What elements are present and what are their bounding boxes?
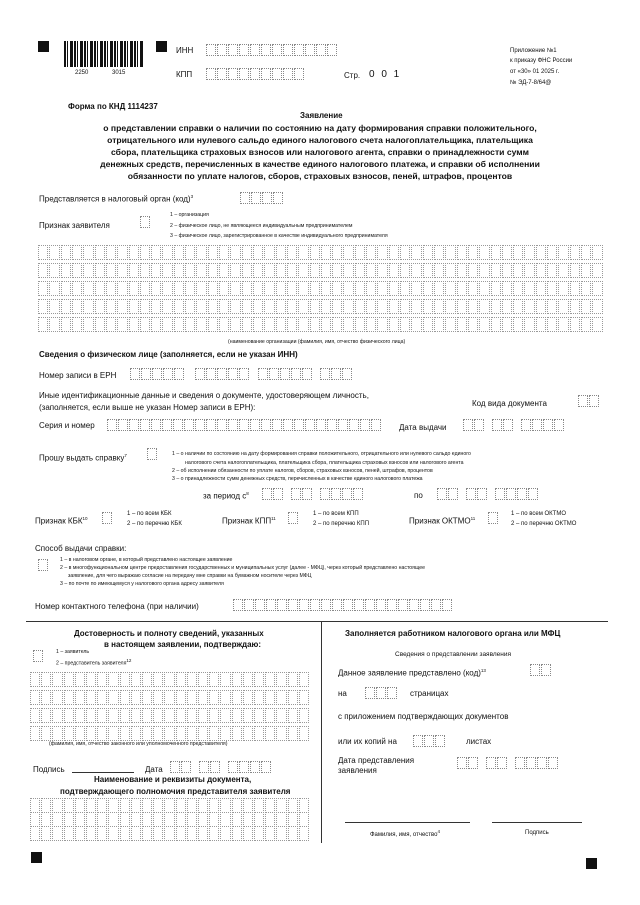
grid-row[interactable] bbox=[30, 726, 310, 741]
signature-line[interactable] bbox=[72, 772, 134, 773]
sign-caption: Подпись bbox=[525, 830, 549, 836]
kbk-sign-field[interactable] bbox=[102, 512, 113, 524]
issue-date-field[interactable] bbox=[463, 419, 565, 431]
confirm-heading-1: Достоверность и полноту сведений, указанных bbox=[74, 629, 264, 638]
ident-line-1: Иные идентификационные данные и сведения о документе, удостоверяющем личность, bbox=[39, 391, 369, 400]
office-date-label-1: Дата представления bbox=[338, 756, 415, 765]
form-subtitle-line: отрицательного или нулевого сальдо единого налогового счета налогоплательщика, плательщика bbox=[107, 135, 533, 145]
phone-label: Номер контактного телефона (при наличии) bbox=[35, 602, 199, 611]
page-value: 0 0 1 bbox=[369, 69, 402, 80]
request-option-3: 3 – о принадлежности сумм денежных средств, перечисленных в качестве единого налогового платежа bbox=[172, 476, 423, 482]
ern-label: Номер записи в ЕРН bbox=[39, 371, 117, 380]
submitted-code-field[interactable] bbox=[530, 664, 552, 676]
organization-name-caption: (наименование организации (фамилия, имя, отчество физического лица) bbox=[228, 339, 406, 345]
delivery-option-1: 1 – в налоговом органе, в который представлено настоящее заявление bbox=[60, 557, 233, 563]
office-date-field[interactable] bbox=[457, 757, 559, 769]
office-heading: Заполняется работником налогового органа или МФЦ bbox=[345, 629, 561, 638]
ern-field[interactable] bbox=[130, 368, 185, 380]
office-subheading: Сведения о представлении заявления bbox=[395, 651, 512, 658]
fio-caption: Фамилия, имя, отчество$^4$ bbox=[370, 829, 441, 838]
grid-row[interactable] bbox=[38, 281, 604, 296]
confirm-option-2: 2 – представитель заявителя12 bbox=[56, 658, 132, 667]
copies-label: или их копий на bbox=[338, 737, 397, 746]
appendix-line-2: к приказу ФНС России bbox=[510, 58, 573, 64]
submitted-code-label: Данное заявление представлено (код)$^{13}$ bbox=[338, 668, 486, 678]
grid-row[interactable] bbox=[30, 798, 310, 813]
office-signature-line[interactable] bbox=[492, 822, 582, 823]
grid-row[interactable] bbox=[30, 812, 310, 827]
form-subtitle-line: денежных средств, перечисленных в качестве единого налогового платежа, и справки об исполнении bbox=[100, 159, 540, 169]
on-label: на bbox=[338, 689, 347, 698]
confirm-option-1: 1 – заявитель bbox=[56, 649, 90, 655]
kpp-field[interactable] bbox=[206, 68, 305, 80]
corner-marker-top-left bbox=[38, 41, 49, 52]
kpp-label: КПП bbox=[176, 70, 193, 79]
oktmo-sign-label: Признак ОКТМО$^{11}$ bbox=[409, 516, 476, 526]
appendix-line-1: Приложение №1 bbox=[510, 48, 557, 54]
confirm-date-field[interactable] bbox=[170, 761, 272, 773]
doc-code-field[interactable] bbox=[578, 395, 600, 407]
column-divider bbox=[321, 621, 322, 843]
phone-field[interactable] bbox=[233, 599, 453, 611]
date-label: Дата bbox=[145, 765, 163, 774]
oktmo-option-2: 2 – по перечню ОКТМО bbox=[511, 521, 577, 527]
form-subtitle-line: о представлении справки о наличии по состоянию на дату формирования справки положительного, bbox=[103, 123, 537, 133]
applicant-option-1: 1 – организация bbox=[170, 212, 209, 218]
pages-label: страницах bbox=[410, 689, 449, 698]
confirm-sign-field[interactable] bbox=[33, 650, 44, 662]
grid-row[interactable] bbox=[38, 263, 604, 278]
representative-name-caption: (фамилия, имя, отчество законного или уполномоченного представителя) bbox=[49, 741, 228, 747]
oktmo-sign-field[interactable] bbox=[488, 512, 499, 524]
period-to-field[interactable] bbox=[437, 488, 539, 500]
delivery-option-3: 3 – по почте по имеющемуся у налогового органа адресу заявителя bbox=[60, 581, 224, 587]
corner-marker-bottom-left bbox=[31, 852, 42, 863]
kbk-option-2: 2 – по перечню КБК bbox=[127, 521, 182, 527]
inn-field[interactable] bbox=[206, 44, 338, 56]
confirm-heading-2: в настоящем заявлении, подтверждаю: bbox=[104, 640, 262, 649]
barcode bbox=[64, 41, 144, 67]
pages-field[interactable] bbox=[365, 687, 398, 699]
request-type-field[interactable] bbox=[147, 448, 158, 460]
attach-label: с приложением подтверждающих документов bbox=[338, 712, 509, 721]
grid-row[interactable] bbox=[30, 708, 310, 723]
appendix-line-3: от «30» 01 2025 г. bbox=[510, 69, 560, 75]
grid-row[interactable] bbox=[30, 690, 310, 705]
ern-field-4[interactable] bbox=[320, 368, 353, 380]
series-label: Серия и номер bbox=[39, 421, 95, 430]
doc-heading-2: подтверждающего полномочия представителя заявителя bbox=[60, 787, 291, 796]
delivery-option-2: 2 – в многофункциональном центре предоставления государственных и муниципальных услуг (далее - МФЦ), через который представлено настоящее bbox=[60, 565, 425, 571]
grid-row[interactable] bbox=[38, 299, 604, 314]
form-title: Заявление bbox=[300, 111, 343, 120]
kpp-sign-field[interactable] bbox=[288, 512, 299, 524]
kpp-option-2: 2 – по перечню КПП bbox=[313, 521, 370, 527]
inn-label: ИНН bbox=[176, 46, 194, 55]
request-label: Прошу выдать справку$^7$ bbox=[39, 453, 127, 463]
period-from-field[interactable] bbox=[262, 488, 364, 500]
tax-authority-code-field[interactable] bbox=[240, 192, 284, 204]
delivery-field[interactable] bbox=[38, 559, 49, 571]
applicant-option-2: 2 – физическое лицо, не являющееся индивидуальным предпринимателем bbox=[170, 223, 353, 229]
corner-marker-bottom-right bbox=[586, 858, 597, 869]
applicant-label: Признак заявителя bbox=[39, 221, 110, 230]
form-code: Форма по КНД 1114237 bbox=[68, 102, 158, 111]
grid-row[interactable] bbox=[38, 245, 604, 260]
form-subtitle-line: сбора, плательщика страховых взносов или налогового агента, справки о принадлежности сумм bbox=[111, 147, 529, 157]
form-subtitle-line: обязанности по уплате налогов, сборов, страховых взносов, пеней, штрафов, процентов bbox=[127, 171, 513, 181]
grid-row[interactable] bbox=[30, 826, 310, 841]
tax-authority-label: Представляется в налоговый орган (код)$^3$ bbox=[39, 194, 194, 204]
ern-field-3[interactable] bbox=[258, 368, 313, 380]
doc-heading-1: Наименование и реквизиты документа, bbox=[94, 775, 252, 784]
applicant-sign-field[interactable] bbox=[140, 216, 151, 228]
barcode-number-left: 2250 bbox=[75, 70, 89, 76]
kbk-sign-label: Признак КБК$^{10}$ bbox=[35, 516, 88, 526]
appendix-line-4: № ЭД-7-8/64@ bbox=[510, 80, 552, 86]
issue-date-label: Дата выдачи bbox=[399, 423, 447, 432]
fio-line[interactable] bbox=[345, 822, 470, 823]
sheets-field[interactable] bbox=[413, 735, 446, 747]
request-option-2: 2 – об исполнении обязанности по уплате налогов, сборов, страховых взносов, пеней, штрафов, процентов bbox=[172, 468, 433, 474]
ident-line-2: (заполняется, если выше не указан Номер записи в ЕРН): bbox=[39, 403, 256, 412]
kbk-option-1: 1 – по всем КБК bbox=[127, 511, 172, 517]
grid-row[interactable] bbox=[30, 672, 310, 687]
series-number-field[interactable] bbox=[107, 419, 382, 431]
person-heading: Сведения о физическом лице (заполняется, если не указан ИНН) bbox=[39, 350, 298, 359]
period-to-label: по bbox=[414, 491, 423, 500]
office-date-label-2: заявления bbox=[338, 766, 377, 775]
period-from-label: за период $с^8$ bbox=[203, 491, 249, 501]
section-divider bbox=[26, 621, 608, 622]
doc-code-label: Код вида документа bbox=[472, 399, 547, 408]
applicant-option-3: 3 – физическое лицо, зарегистрированное в качестве индивидуального предпринимателя bbox=[170, 233, 388, 239]
delivery-option-2b: заявление, для чего выражаю согласие на передачу мне справки на бумажном носителе через МФЦ bbox=[68, 573, 312, 579]
sheets-label: листах bbox=[466, 737, 492, 746]
delivery-label: Способ выдачи справки: bbox=[35, 544, 127, 553]
barcode-number-right: 3015 bbox=[112, 70, 126, 76]
kpp-sign-label: Признак КПП$^{11}$ bbox=[222, 516, 276, 526]
request-option-1: 1 – о наличии по состоянию на дату формирования справки положительного, отрицательного или нулевого сальдо единого bbox=[172, 451, 471, 457]
kpp-option-1: 1 – по всем КПП bbox=[313, 511, 359, 517]
ern-field-2[interactable] bbox=[195, 368, 250, 380]
page-label: Стр. bbox=[344, 71, 361, 80]
request-option-1b: налогового счета налогоплательщика, плательщика сбора, плательщика страховых взносов или налогового агента bbox=[185, 460, 464, 466]
sign-label: Подпись bbox=[33, 765, 65, 774]
oktmo-option-1: 1 – по всем ОКТМО bbox=[511, 511, 567, 517]
corner-marker-top-mid bbox=[156, 41, 167, 52]
grid-row[interactable] bbox=[38, 317, 604, 332]
